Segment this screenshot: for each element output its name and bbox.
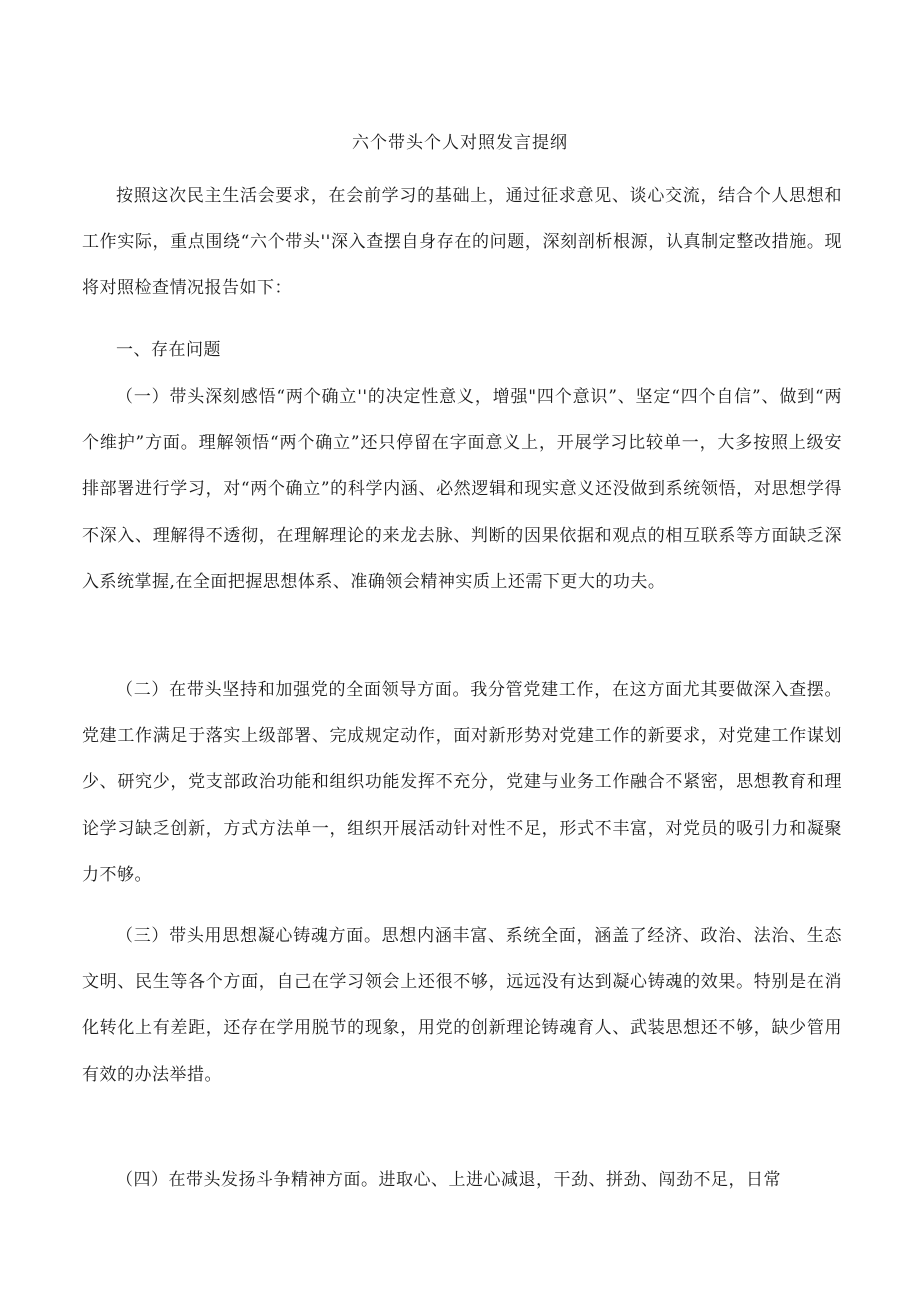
item-paragraph-3: （三）带头用思想凝心铸魂方面。思想内涵丰富、系统全面，涵盖了经济、政治、法治、生态文明、民生等各个方面，自己在学习领会上还很不够，远远没有达到凝心铸魂的效果。特别是在消化转化上有差距，还存在学用脱节的现象，用党的创新理论铸魂育人、武装思想还不够，缺少管用有效的办法举措。 xyxy=(82,926,842,1085)
document-title: 六个带头个人对照发言提纲 xyxy=(352,133,568,153)
intro-paragraph: 按照这次民主生活会要求，在会前学习的基础上，通过征求意见、谈心交流，结合个人思想和工作实际，重点围绕“六个带头''深入查摆自身存在的问题，深刻剖析根源，认真制定整改措施。现将对照检查情况报告如下： xyxy=(82,186,842,299)
item-paragraph-4: （四）在带头发扬斗争精神方面。进取心、上进心减退，干劲、拼劲、闯劲不足，日常 xyxy=(116,1170,781,1190)
item-paragraph-2: （二）在带头坚持和加强党的全面领导方面。我分管党建工作，在这方面尤其要做深入查摆。党建工作满足于落实上级部署、完成规定动作，面对新形势对党建工作的新要求，对党建工作谋划少、研究少，党支部政治功能和组织功能发挥不充分，党建与业务工作融合不紧密，思想教育和理论学习缺乏创新，方式方法单一，组织开展活动针对性不足，形式不丰富，对党员的吸引力和凝聚力不够。 xyxy=(82,680,842,885)
item-paragraph-1: （一）带头深刻感悟“两个确立''的决定性意义，增强"四个意识”、坚定“四个自信”、做到“两个维护”方面。理解领悟“两个确立”还只停留在字面意义上，开展学习比较单一，大多按照上级安排部署进行学习，对“两个确立”的科学内涵、必然逻辑和现实意义还没做到系统领悟，对思想学得不深入、理解得不透彻，在理解理论的来龙去脉、判断的因果依据和观点的相互联系等方面缺乏深入系统掌握,在全面把握思想体系、准确领会精神实质上还需下更大的功夫。 xyxy=(82,387,842,592)
section-heading: 一、存在问题 xyxy=(116,340,221,360)
